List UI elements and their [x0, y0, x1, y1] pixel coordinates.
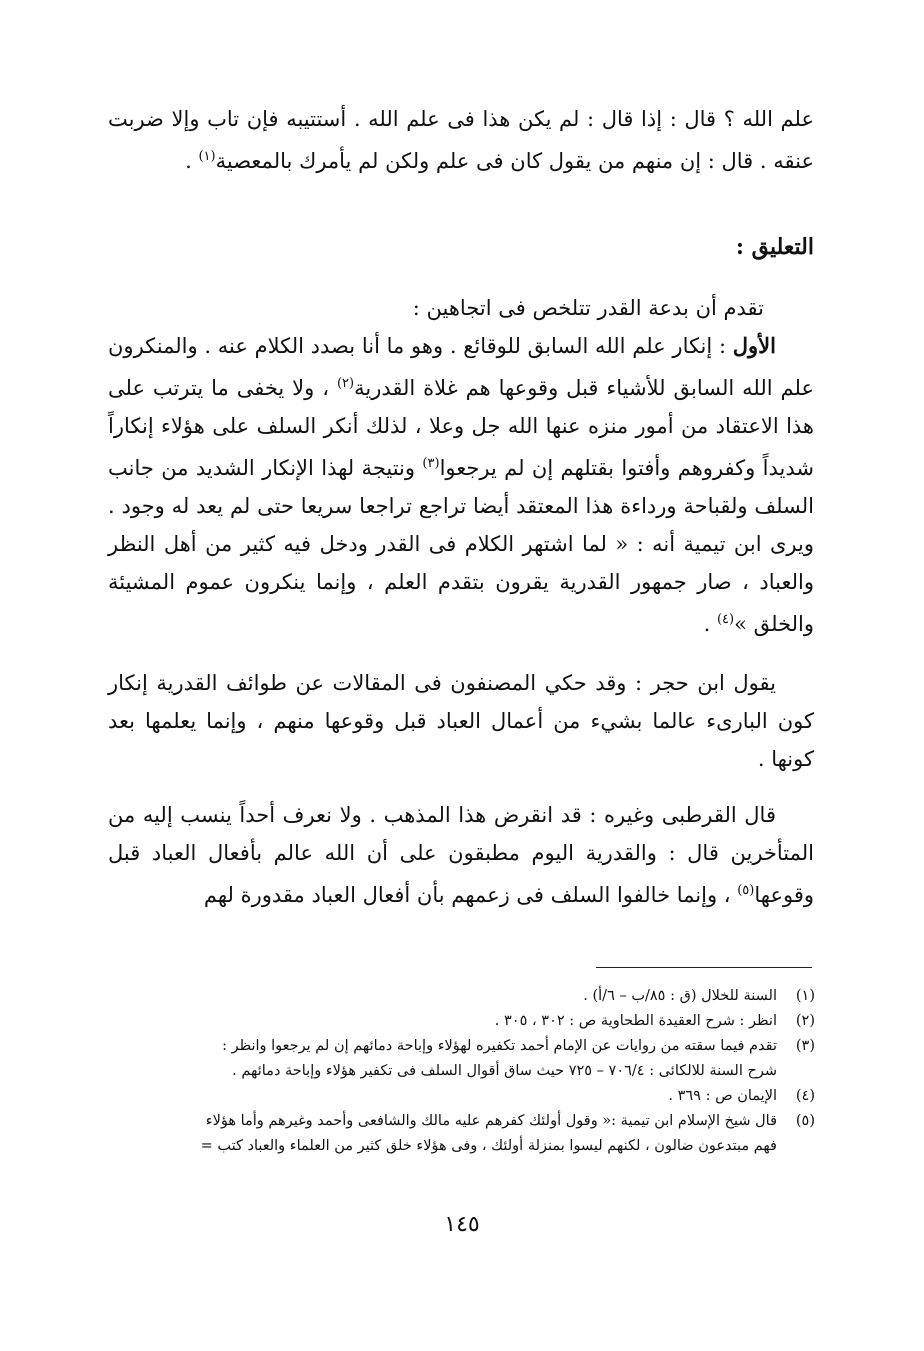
footnote-divider: [596, 967, 812, 968]
footnote-text: قال شيخ الإسلام ابن تيمية :« وقول أولئك كفرهم عليه مالك والشافعى وأحمد وغيرهم وأما هؤلاء: [205, 1113, 777, 1129]
first-label: الأول: [732, 333, 776, 358]
paragraph-1-text-3: ونتيجة لهذا الإنكار الشديد من جانب السلف ولقباحة ورداءة هذا المعتقد أيضا تراجع تراجعا سريعا حتى لم يعد له وجود . ويرى ابن تيمية أنه : « لما اشتهر الكلام فى القدر ودخل فيه كثير من أهل النظر والعباد ، صار جمهور القدرية يقرون بتقدم العلم ، وإنما ينكرون عموم المشيئة والخلق »: [108, 456, 814, 636]
footnote-ref-5: (٥): [737, 883, 755, 898]
paragraph-3-text-2: ، وإنما خالفوا السلف فى زعمهم بأن أفعال العباد مقدورة لهم: [203, 883, 738, 907]
footnote-5: [80, 1109, 815, 1134]
footnote-2: [80, 1009, 815, 1034]
footnote-3-continuation: شرح السنة للالكائى : ٧٠٦/٤ – ٧٢٥ حيث ساق أقوال السلف فى تكفير هؤلاء وإباحة دمائهم .: [232, 1063, 777, 1079]
paragraph-3: [108, 796, 814, 914]
footnote-number: (٢): [795, 1013, 815, 1029]
footnote-ref-1: (١): [198, 149, 216, 164]
paragraph-1-text-2: ، ولا يخفى ما يترتب على هذا الاعتقاد من أمور منزه عنها الله جل وعلا ، لذلك أنكر السلف على هؤلاء إنكاراً شديداً وكفروهم وأفتوا بقتلهم إن لم يرجعوا: [108, 376, 814, 480]
footnote-text: تقدم فيما سقته من روايات عن الإمام أحمد تكفيره لهؤلاء وإباحة دمائهم إن لم يرجعوا وانظر :: [222, 1038, 777, 1054]
footnote-ref-2: (٢): [336, 376, 355, 391]
section-heading: التعليق :: [735, 234, 814, 260]
footnote-3: [80, 1034, 815, 1059]
paragraph-1-intro-line: تقدم أن بدعة القدر تتلخص فى اتجاهين :: [412, 296, 764, 320]
paragraph-3-text-1: قال القرطبى وغيره : قد انقرض هذا المذهب . ولا نعرف أحداً ينسب إليه من المتأخرين قال : والقدرية اليوم مطبقون على أن الله عالم بأفعال العباد قبل وقوعها: [108, 803, 814, 907]
paragraph-1-body: [108, 327, 814, 643]
intro-end: .: [185, 149, 199, 173]
paragraph-3-body: [108, 796, 814, 914]
footnote-5-continuation: فهم مبتدعون ضالون ، لكنهم ليسوا بمنزلة أولئك ، وفى هؤلاء خلق كثير من العلماء والعباد كتب =: [200, 1138, 777, 1154]
page-number: ١٤٥: [444, 1212, 480, 1237]
footnote-1: [80, 984, 815, 1009]
footnote-number: (٥): [795, 1113, 815, 1129]
footnote-text: انظر : شرح العقيدة الطحاوية ص : ٣٠٢ ، ٣٠٥ .: [494, 1013, 777, 1029]
footnote-text: السنة للخلال (ق : ٨٥/ب – ٦/أ) .: [583, 988, 777, 1004]
paragraph-1-end: .: [703, 612, 717, 636]
intro-line-2: [108, 138, 814, 180]
footnote-number: (١): [795, 988, 815, 1004]
paragraph-2: [108, 664, 814, 778]
footnote-ref-4: (٤): [716, 612, 735, 627]
paragraph-2-text: يقول ابن حجر : وقد حكي المصنفون فى المقالات عن طوائف القدرية إنكار كون البارىء عالما بشيء من أعمال العباد قبل وقوعها منهم ، وإنما يعلمها بعد كونها .: [108, 671, 814, 771]
footnote-text: الإيمان ص : ٣٦٩ .: [668, 1088, 777, 1104]
intro-line-2-text: عنقه . قال : إن منهم من يقول كان فى علم ولكن لم يأمرك بالمعصية: [215, 149, 814, 173]
paragraph-1: [108, 289, 814, 643]
footnote-number: (٤): [795, 1088, 815, 1104]
footnote-ref-3: (٣): [422, 456, 440, 471]
intro-paragraph: [108, 100, 814, 180]
footnote-4: [80, 1084, 815, 1109]
footnotes: [80, 984, 815, 1159]
footnote-number: (٣): [795, 1038, 815, 1054]
intro-line-1: علم الله ؟ قال : إذا قال : لم يكن هذا فى علم الله . أستتيبه فإن تاب وإلا ضربت: [108, 107, 814, 131]
first-text: : إنكار علم الله السابق للوقائع . وهو ما أنا بصدد الكلام عنه . والمنكرون علم الله السابق للأشياء قبل وقوعها هم غلاة القدرية: [108, 334, 814, 400]
